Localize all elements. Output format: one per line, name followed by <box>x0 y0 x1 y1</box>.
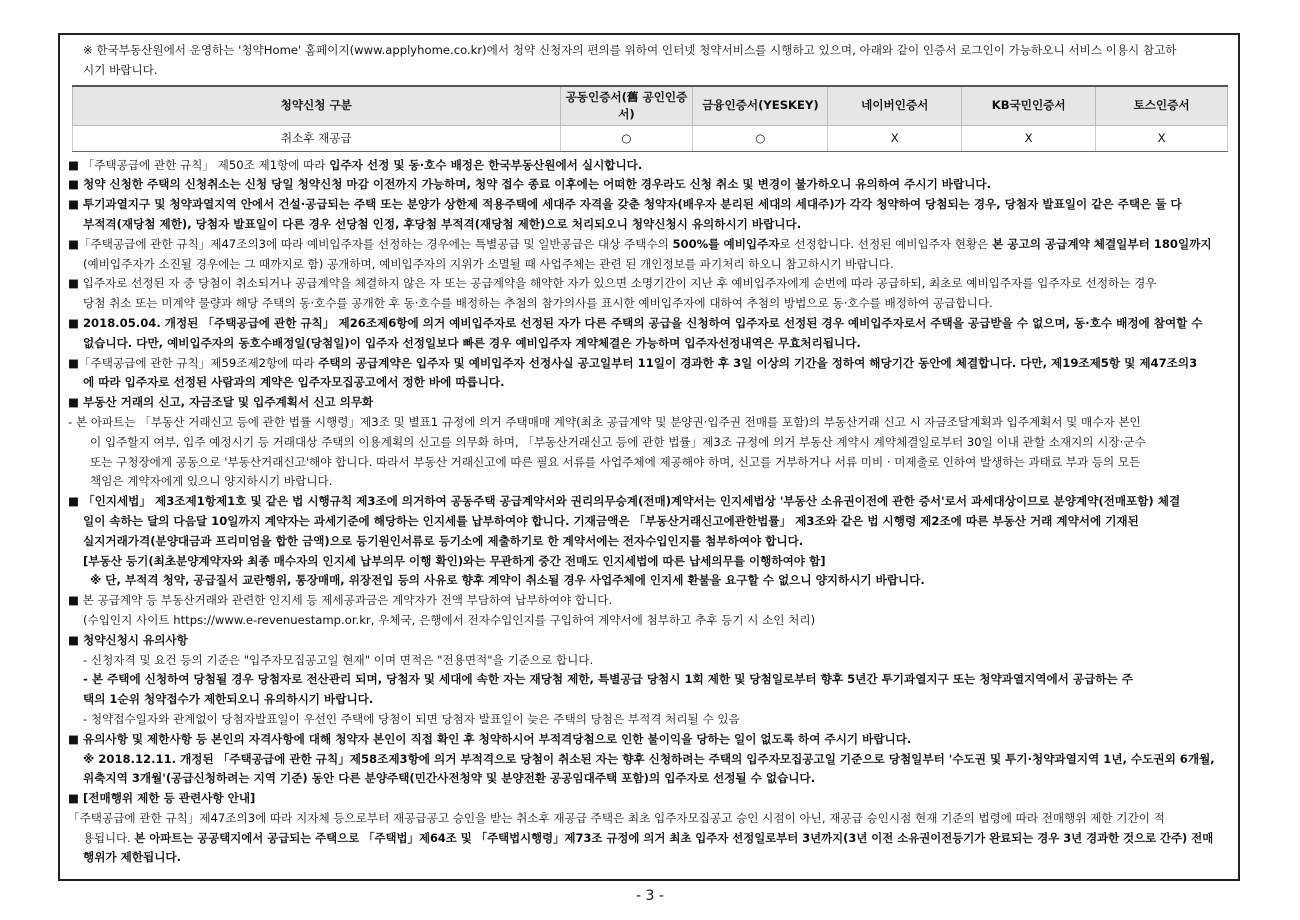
plain-text: - 신청자격 및 요건 등의 기준은 "입주자모집공고일 현재" 이며 면적은 "전용면적"을 기준으로 합니다. <box>83 652 594 667</box>
plain-text: (수입인지 사이트 https://www.e-revenuestamp.or.kr, 우체국, 은행에서 전자수입인지를 구입하여 계약서에 첨부하고 추후 등기 시 소인 처리) <box>83 612 816 627</box>
bold-text: ■ 「인지세법」 제3조제1항제1호 및 같은 법 시행규칙 제3조에 의거하여 공동주택 공급계약서와 권리의무승계(전매)계약서는 인지세법상 '부동산 소유권이전에 관한 증서'로서 과세대상이므로 분양계약(전매포함) 체결 <box>68 494 1181 509</box>
page-number: - 3 - <box>636 888 664 904</box>
plain-text: - 청약접수일자와 관계없이 당첨자발표일이 우선인 주택에 당첨이 되면 당첨자 발표일이 늦은 주택의 당첨은 부적격 처리될 수 있음 <box>83 711 740 726</box>
header-category: 청약신청 구분 <box>73 86 561 126</box>
notice-line <box>68 611 1230 631</box>
plain-text: ■ 「주택공급에 관한 규칙」 제50조 제1항에 따라 <box>68 157 330 172</box>
plain-text: ■「주택공급에 관한 규칙」제59조제2항에 따라 <box>68 355 319 370</box>
notice-line <box>68 591 1230 611</box>
plain-text: 「주택공급에 관한 규칙」제47조의3에 따라 지자체 등으로부터 재공급공고 승인을 받는 취소후 재공급 주택은 최초 입주자모집공고 승인 시점이 아닌, 재공급 승인시점 현재 기준의 법령에 따라 전매행위 제한 기간이 적 <box>68 810 1165 825</box>
row-toss-cert: X <box>1096 125 1228 151</box>
bold-text: ※ 2018.12.11. 개정된 「주택공급에 관한 규칙」제58조제3항에 의거 부적격으로 당첨이 취소된 자는 향후 신청하려는 주택의 입주자모집공고일 기준으로 당첨일부터 '수도권 및 투기·청약과열지역 1년, 수도권외 6개월, <box>83 751 1215 766</box>
bold-text: ■ 부동산 거래의 신고, 자금조달 및 입주계획서 신고 의무화 <box>68 395 374 410</box>
intro-line-1: ※ 한국부동산원에서 운영하는 '청약Home' 홈페이지(www.applyhome.co.kr)에서 청약 신청자의 편의를 위하여 인터넷 청약서비스를 시행하고 있으며, 아래와 같이 인증서 로그인이 가능하오니 서비스 이용시 참고하 <box>83 43 1177 57</box>
plain-text: ■「주택공급에 관한 규칙」제47조의3에 따라 예비입주자를 선정하는 경우에는 특별공급 및 일반공급은 대상 주택수의 <box>68 236 673 251</box>
notice-line <box>68 532 1230 552</box>
bold-text: 본 공고의 공급계약 체결일부터 180일까지 <box>992 236 1212 251</box>
notice-line <box>68 393 1230 413</box>
bold-text: 입주자 선정 및 동·호수 배정은 한국부동산원에서 실시합니다. <box>329 157 643 172</box>
notice-line <box>68 235 1230 255</box>
bold-text: 500%를 예비입주자 <box>672 236 780 251</box>
header-naver-cert: 네이버인증서 <box>828 86 962 126</box>
bold-text: 위축지역 3개월'(공급신청하려는 지역 기준) 동안 다른 분양주택(민간사전청약 및 분양전환 공공임대주택 포함)의 입주자로 선정될 수 없습니다. <box>83 771 816 786</box>
plain-text: 이 입주할지 여부, 입주 예정시기 등 거래대상 주택의 이용계획의 신고를 의무화 하며, 「부동산거래신고 등에 관한 법률」제3조 규정에 의거 부동산 계약시 계약체결일로부터 30일 이내 관할 소재지의 시장·군수 <box>90 434 1146 449</box>
bold-text: 에 따라 입주자로 선정된 사람과의 계약은 입주자모집공고에서 정한 바에 따릅니다. <box>83 375 505 390</box>
notice-lines <box>68 156 1230 869</box>
plain-text: 책임은 계약자에게 있으니 양지하시기 바랍니다. <box>90 474 333 489</box>
notice-line <box>68 294 1230 314</box>
notice-line <box>68 512 1230 532</box>
plain-text: 로 선정합니다. 선정된 예비입주자 현황은 <box>779 236 993 251</box>
notice-line <box>68 334 1230 354</box>
bold-text: 주택의 공급계약은 입주자 및 예비입주자 선정사실 공고일부터 11일이 경과한 후 3일 이상의 기간을 정하여 해당기간 동안에 체결합니다. 다만, 제19조제5항 및 제47조의3 <box>318 355 1198 370</box>
plain-text: - 본 아파트는 「부동산 거래신고 등에 관한 법률 시행령」제3조 및 별표1 규정에 의거 주택매매 계약(최초 공급계약 및 분양권·입주권 전매를 포함)의 부동산거래 신고 시 자금조달계획과 입주계획서 및 매수자 본인 <box>68 414 1141 429</box>
notice-line <box>68 175 1230 195</box>
notice-line <box>68 571 1230 591</box>
bold-text: ※ 단, 부적격 청약, 공급질서 교란행위, 통장매매, 위장전입 등의 사유로 향후 계약이 취소될 경우 사업주체에 인지세 환불을 요구할 수 없으니 양지하시기 바랍니다. <box>90 573 925 588</box>
notice-line <box>68 255 1230 275</box>
bold-text: ■ 청약 신청한 주택의 신청취소는 신청 당일 청약신청 마감 이전까지 가능하며, 청약 접수 종료 이후에는 어떠한 경우라도 신청 취소 및 변경이 불가하오니 유의하여 주시기 바랍니다. <box>68 177 992 192</box>
bold-text: 행위가 제한됩니다. <box>83 850 182 865</box>
bold-text: 본 아파트는 공공택지에서 공급되는 주택으로 「주택법」제64조 및 「주택법시행령」제73조 규정에 의거 최초 입주자 선정일로부터 3년까지(3년 이전 소유권이전등기가 완료되는 경우 3년 경과한 것으로 간주) 전매 <box>134 830 1214 845</box>
plain-text: ■ 입주자로 선정된 자 중 당첨이 취소되거나 공급계약을 체결하지 않은 자 또는 공급계약을 해약한 자가 있으면 소명기간이 지난 후 예비입주자에게 순번에 따라 공급하되, 최초로 예비입주자를 입주자로 선정하는 경우 <box>68 276 1157 291</box>
notice-line <box>68 492 1230 512</box>
bold-text: 부적격(재당첨 제한), 당첨자 발표일이 다른 경우 선당첨 인정, 후당첨 부적격(재당첨 제한)으로 처리되오니 청약신청시 유의하시기 바랍니다. <box>83 216 802 231</box>
bold-text: ■ 2018.05.04. 개정된 「주택공급에 관한 규칙」 제26조제6항에 의거 예비입주자로 선정된 자가 다른 주택의 공급을 신청하여 입주자로 선정된 경우 예비입주자로서 주택을 공급받을 수 없으며, 동·호수 배정에 참여할 수 <box>68 315 1203 330</box>
certificate-table <box>72 85 1228 152</box>
bold-text: 없습니다. 다만, 예비입주자의 동호수배정일(당첨일)이 입주자 선정일보다 빠른 경우 예비입주자 계약체결은 가능하며 입주자선정내역은 무효처리됩니다. <box>83 335 861 350</box>
row-kb-cert: X <box>962 125 1096 151</box>
plain-text: 당첨 취소 또는 미계약 물량과 해당 주택의 동·호수를 공개한 후 동·호수를 배정하는 추첨의 참가의사를 표시한 예비입주자에 대하여 추첨의 방법으로 동·호수를 배정하여 공급합니다. <box>83 296 993 311</box>
notice-line <box>68 730 1230 750</box>
notice-line <box>68 274 1230 294</box>
plain-text: 또는 구청장에게 공동으로 '부동산거래신고'해야 합니다. 따라서 부동산 거래신고에 따른 필요 서류를 사업주체에 제공해야 하며, 신고를 거부하거나 서류 미비 · 미제출로 인하여 발생하는 과태료 부과 등의 모든 <box>90 454 1141 469</box>
notice-line <box>68 750 1230 770</box>
table-row <box>73 125 1228 151</box>
notice-line <box>68 215 1230 235</box>
plain-text: 용됩니다. <box>83 830 135 845</box>
bold-text: - 본 주택에 신청하여 당첨될 경우 당첨자로 전산관리 되며, 당첨자 및 세대에 속한 자는 재당첨 제한, 특별공급 당첨시 1회 제한 및 당첨일로부터 향후 5년간 투기과열지구 또는 청약과열지역에서 공급하는 주 <box>83 672 1133 687</box>
bold-text: 실지거래가격(분양대금과 프리미엄을 합한 금액)으로 등기원인서류로 등기소에 제출하기로 한 계약서에는 전자수입인지를 첨부하여야 합니다. <box>83 533 804 548</box>
notice-line <box>68 710 1230 730</box>
notice-line <box>68 354 1230 374</box>
bold-text: ■ 투기과열지구 및 청약과열지역 안에서 건설·공급되는 주택 또는 분양가 상한제 적용주택에 세대주 자격을 갖춘 청약자(배우자 분리된 세대의 세대주)가 각각 청약하여 당첨되는 경우, 당첨자 발표일이 같은 주택은 둘 다 <box>68 197 1182 212</box>
notice-line <box>68 670 1230 690</box>
row-naver-cert: X <box>828 125 962 151</box>
notice-line <box>68 809 1230 829</box>
notice-line <box>68 453 1230 473</box>
notice-line <box>68 631 1230 651</box>
plain-text: (예비입주자가 소진될 경우에는 그 때까지로 함) 공개하며, 예비입주자의 지위가 소멸될 때 사업주체는 관련 된 개인정보를 파기처리 하오니 참고하시기 바랍니다. <box>83 256 894 271</box>
notice-line <box>68 651 1230 671</box>
bold-text: 일이 속하는 달의 다음달 10일까지 계약자는 과세기준에 해당하는 인지세를 납부하여야 합니다. 기재금액은 「부동산거래신고에관한법률」 제3조와 같은 법 시행령 제2조에 따른 부동산 거래 계약서에 기재된 <box>83 513 1139 528</box>
notice-line <box>68 314 1230 334</box>
notice-body <box>68 41 1230 868</box>
row-joint-cert: ○ <box>560 125 693 151</box>
notice-line <box>68 769 1230 789</box>
header-kb-cert: KB국민인증서 <box>962 86 1096 126</box>
notice-line <box>68 848 1230 868</box>
notice-line <box>68 156 1230 176</box>
certificate-table-header <box>73 86 1228 126</box>
bold-text: [부동산 등기(최초분양계약자와 최종 매수자의 인지세 납부의무 이행 확인)와는 무관하게 중간 전매도 인지세법에 따른 납세의무를 이행하여야 함] <box>83 553 826 568</box>
intro-line-2: 시기 바랍니다. <box>83 62 158 77</box>
notice-line <box>68 690 1230 710</box>
row-category: 취소후 재공급 <box>73 125 561 151</box>
bold-text: ■ 유의사항 및 제한사항 등 본인의 자격사항에 대해 청약자 본인이 직접 확인 후 청약하시어 부적격당첨으로 인한 불이익을 당하는 일이 없도록 하여 주시기 바랍니다. <box>68 731 912 746</box>
notice-line <box>68 413 1230 433</box>
plain-text: ■ 본 공급계약 등 부동산거래와 관련한 인지세 등 제세공과금은 계약자가 전액 부담하여 납부하여야 합니다. <box>68 593 613 608</box>
notice-line <box>68 373 1230 393</box>
notice-frame <box>58 33 1240 881</box>
header-joint-cert: 공동인증서(舊 공인인증서) <box>560 86 693 126</box>
notice-line <box>68 829 1230 849</box>
row-financial-cert: ○ <box>693 125 828 151</box>
notice-line <box>68 195 1230 215</box>
bold-text: ■ [전매행위 제한 등 관련사항 안내] <box>68 791 256 806</box>
notice-line <box>68 552 1230 572</box>
bold-text: 택의 1순위 청약접수가 제한되오니 유의하시기 바랍니다. <box>83 692 374 707</box>
notice-line <box>68 433 1230 453</box>
bold-text: ■ 청약신청시 유의사항 <box>68 632 188 647</box>
notice-line <box>68 789 1230 809</box>
notice-line <box>68 472 1230 492</box>
header-toss-cert: 토스인증서 <box>1096 86 1228 126</box>
header-financial-cert: 금융인증서(YESKEY) <box>693 86 828 126</box>
